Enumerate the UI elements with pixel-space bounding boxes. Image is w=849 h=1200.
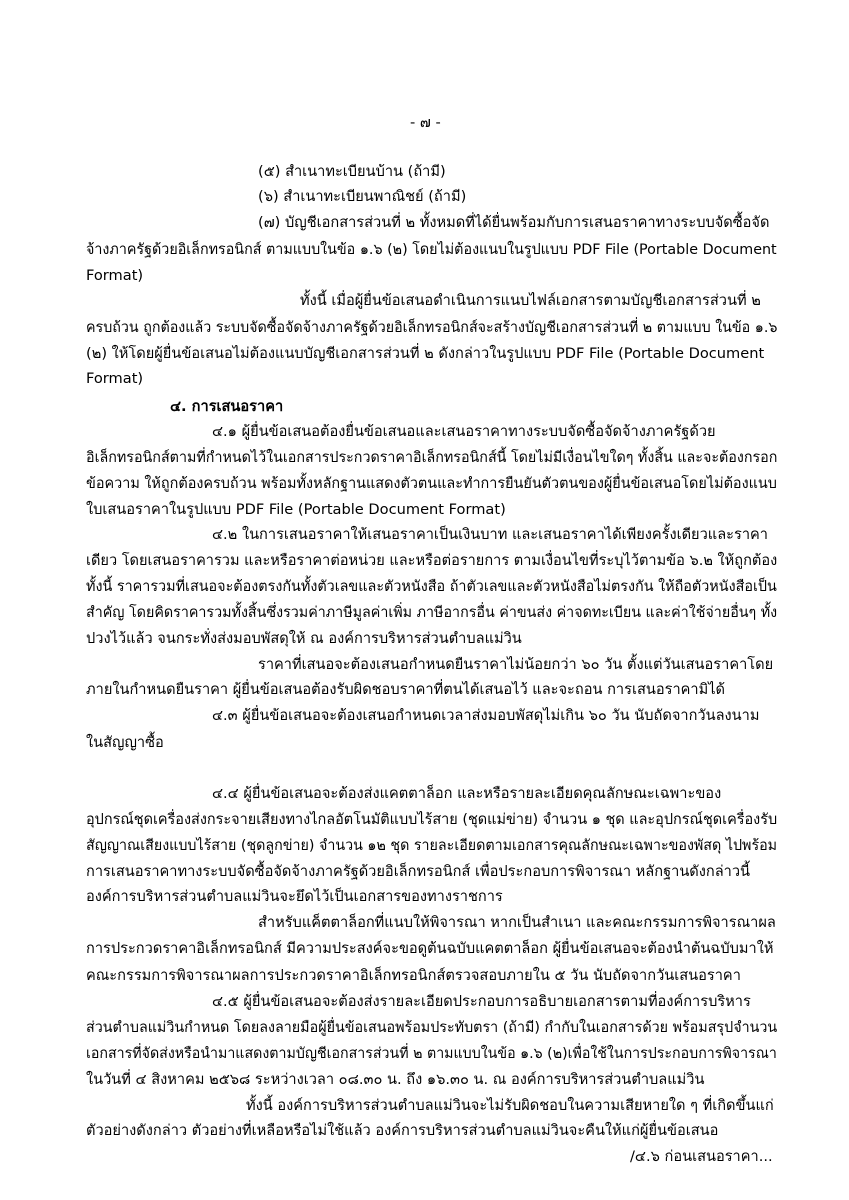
para-4-1-line-3: ข้อความ ให้ถูกต้องครบถ้วน พร้อมทั้งหลักฐานแสดงตัวตนและทำการยืนยันตัวตนของผู้ยื่นข้อเสนอโดยไม่ต้องแนบ <box>86 475 777 492</box>
list-item-7-line-3: Format) <box>86 267 144 284</box>
para-4-5-line-3: เอกสารที่จัดส่งหรือนำมาแสดงตามบัญชีเอกสารส่วนที่ ๒ ตามแบบในข้อ ๑.๖ (๒)เพื่อใช้ในการประกอบการพิจารณา <box>86 1045 777 1062</box>
para-4-2-line-1: ๔.๒ ในการเสนอราคาให้เสนอราคาเป็นเงินบาท และเสนอราคาได้เพียงครั้งเดียวและราคา <box>212 526 768 543</box>
note-line-1: ทั้งนี้ เมื่อผู้ยื่นข้อเสนอดำเนินการแนบไฟล์เอกสารตามบัญชีเอกสารส่วนที่ ๒ <box>300 292 761 309</box>
para-4-5-line-4: ในวันที่ ๔ สิงหาคม ๒๕๖๘ ระหว่างเวลา ๐๘.๓๐ น. ถึง ๑๖.๓๐ น. ณ องค์การบริหารส่วนตำบลแม่วิน <box>86 1071 705 1088</box>
page-number: - ๗ - <box>410 114 441 131</box>
para-4-4-line-2: อุปกรณ์ชุดเครื่องส่งกระจายเสียงทางไกลอัตโนมัติแบบไร้สาย (ชุดแม่ข่าย) จำนวน ๑ ชุด และอุปกรณ์ชุดเครื่องรับ <box>86 811 778 828</box>
para-4-4-line-1: ๔.๔ ผู้ยื่นข้อเสนอจะต้องส่งแคตตาล็อก และหรือรายละเอียดคุณลักษณะเฉพาะของ <box>212 785 722 802</box>
para-4-5-line-1: ๔.๕ ผู้ยื่นข้อเสนอจะต้องส่งรายละเอียดประกอบการอธิบายเอกสารตามที่องค์การบริหาร <box>212 993 751 1010</box>
note-line-2: ครบถ้วน ถูกต้องแล้ว ระบบจัดซื้อจัดจ้างภาครัฐด้วยอิเล็กทรอนิกส์จะสร้างบัญชีเอกสารส่วนที่ ๒ ตามแบบ ในข้อ ๑.๖ <box>86 319 778 336</box>
para-4-1-line-2: อิเล็กทรอนิกส์ตามที่กำหนดไว้ในเอกสารประกวดราคาอิเล็กทรอนิกส์นี้ โดยไม่มีเงื่อนไขใดๆ ทั้งสิ้น และจะต้องกรอก <box>86 449 778 466</box>
para-4-3-line-1: ๔.๓ ผู้ยื่นข้อเสนอจะต้องเสนอกำหนดเวลาส่งมอบพัสดุไม่เกิน ๖๐ วัน นับถัดจากวันลงนาม <box>212 707 760 724</box>
para-4-4b-line-2: การประกวดราคาอิเล็กทรอนิกส์ มีความประสงค์จะขอดูต้นฉบับแคตตาล็อก ผู้ยื่นข้อเสนอจะต้องนำต้นฉบับมาให้ <box>86 940 774 957</box>
para-4-4-line-5: องค์การบริหารส่วนตำบลแม่วินจะยึดไว้เป็นเอกสารของทางราชการ <box>86 888 503 905</box>
para-4-4-line-4: การเสนอราคาทางระบบจัดซื้อจัดจ้างภาครัฐด้วยอิเล็กทรอนิกส์ เพื่อประกอบการพิจารณา หลักฐานดังกล่าวนี้ <box>86 863 751 880</box>
continuation-marker: /๔.๖ ก่อนเสนอราคา... <box>630 1148 773 1165</box>
para-4-4b-line-1: สำหรับแค็ตตาล็อกที่แนบให้พิจารณา หากเป็นสำเนา และคณะกรรมการพิจารณาผล <box>258 914 776 931</box>
para-4-4b-line-3: คณะกรรมการพิจารณาผลการประกวดราคาอิเล็กทรอนิกส์ตรวจสอบภายใน ๕ วัน นับถัดจากวันเสนอราคา <box>86 967 741 984</box>
note-line-3: (๒) ให้โดยผู้ยื่นข้อเสนอไม่ต้องแนบบัญชีเอกสารส่วนที่ ๒ ดังกล่าวในรูปแบบ PDF File (Portable Document <box>86 345 765 362</box>
para-4-5b-line-1: ทั้งนี้ องค์การบริหารส่วนตำบลแม่วินจะไม่รับผิดชอบในความเสียหายใด ๆ ที่เกิดขึ้นแก่ <box>246 1097 774 1114</box>
para-4-1-line-4: ใบเสนอราคาในรูปแบบ PDF File (Portable Document Format) <box>86 501 506 518</box>
para-4-2-line-5: ปวงไว้แล้ว จนกระทั่งส่งมอบพัสดุให้ ณ องค์การบริหารส่วนตำบลแม่วิน <box>86 630 522 647</box>
para-4-2-line-4: สำคัญ โดยคิดราคารวมทั้งสิ้นซึ่งรวมค่าภาษีมูลค่าเพิ่ม ภาษีอากรอื่น ค่าขนส่ง ค่าจดทะเบียน และค่าใช้จ่ายอื่นๆ ทั้ง <box>86 604 778 621</box>
para-4-2-line-2: เดียว โดยเสนอราคารวม และหรือราคาต่อหน่วย และหรือต่อรายการ ตามเงื่อนไขที่ระบุไว้ตามข้อ ๖.๒ ให้ถูกต้อง <box>86 552 778 569</box>
para-4-2b-line-2: ภายในกำหนดยืนราคา ผู้ยื่นข้อเสนอต้องรับผิดชอบราคาที่ตนได้เสนอไว้ และจะถอน การเสนอราคามิได้ <box>86 681 726 698</box>
list-item-6: (๖) สำเนาทะเบียนพาณิชย์ (ถ้ามี) <box>258 188 467 205</box>
section-4-heading: ๔. การเสนอราคา <box>170 398 284 415</box>
para-4-2-line-3: ทั้งนี้ ราคารวมที่เสนอจะต้องตรงกันทั้งตัวเลขและตัวหนังสือ ถ้าตัวเลขและตัวหนังสือไม่ตรงกัน ให้ถือตัวหนังสือเป็น <box>86 578 777 595</box>
para-4-2b-line-1: ราคาที่เสนอจะต้องเสนอกำหนดยืนราคาไม่น้อยกว่า ๖๐ วัน ตั้งแต่วันเสนอราคาโดย <box>258 656 774 673</box>
list-item-7-line-2: จ้างภาครัฐด้วยอิเล็กทรอนิกส์ ตามแบบในข้อ ๑.๖ (๒) โดยไม่ต้องแนบในรูปแบบ PDF File (Portable Document <box>86 241 777 258</box>
para-4-5b-line-2: ตัวอย่างดังกล่าว ตัวอย่างที่เหลือหรือไม่ใช้แล้ว องค์การบริหารส่วนตำบลแม่วินจะคืนให้แก่ผู้ยื่นข้อเสนอ <box>86 1122 719 1139</box>
note-line-4: Format) <box>86 370 144 387</box>
para-4-5-line-2: ส่วนตำบลแม่วินกำหนด โดยลงลายมือผู้ยื่นข้อเสนอพร้อมประทับตรา (ถ้ามี) กำกับในเอกสารด้วย พร้อมสรุปจำนวน <box>86 1019 778 1036</box>
list-item-5: (๕) สำเนาทะเบียนบ้าน (ถ้ามี) <box>258 163 446 180</box>
list-item-7-line-1: (๗) บัญชีเอกสารส่วนที่ ๒ ทั้งหมดที่ได้ยื่นพร้อมกับการเสนอราคาทางระบบจัดซื้อจัด <box>258 214 770 231</box>
para-4-4-line-3: สัญญาณเสียงแบบไร้สาย (ชุดลูกข่าย) จำนวน ๑๒ ชุด รายละเอียดตามเอกสารคุณลักษณะเฉพาะของพัสดุ ไปพร้อม <box>86 837 778 854</box>
para-4-3-line-2: ในสัญญาซื้อ <box>86 734 164 751</box>
para-4-1-line-1: ๔.๑ ผู้ยื่นข้อเสนอต้องยื่นข้อเสนอและเสนอราคาทางระบบจัดซื้อจัดจ้างภาครัฐด้วย <box>212 423 716 440</box>
